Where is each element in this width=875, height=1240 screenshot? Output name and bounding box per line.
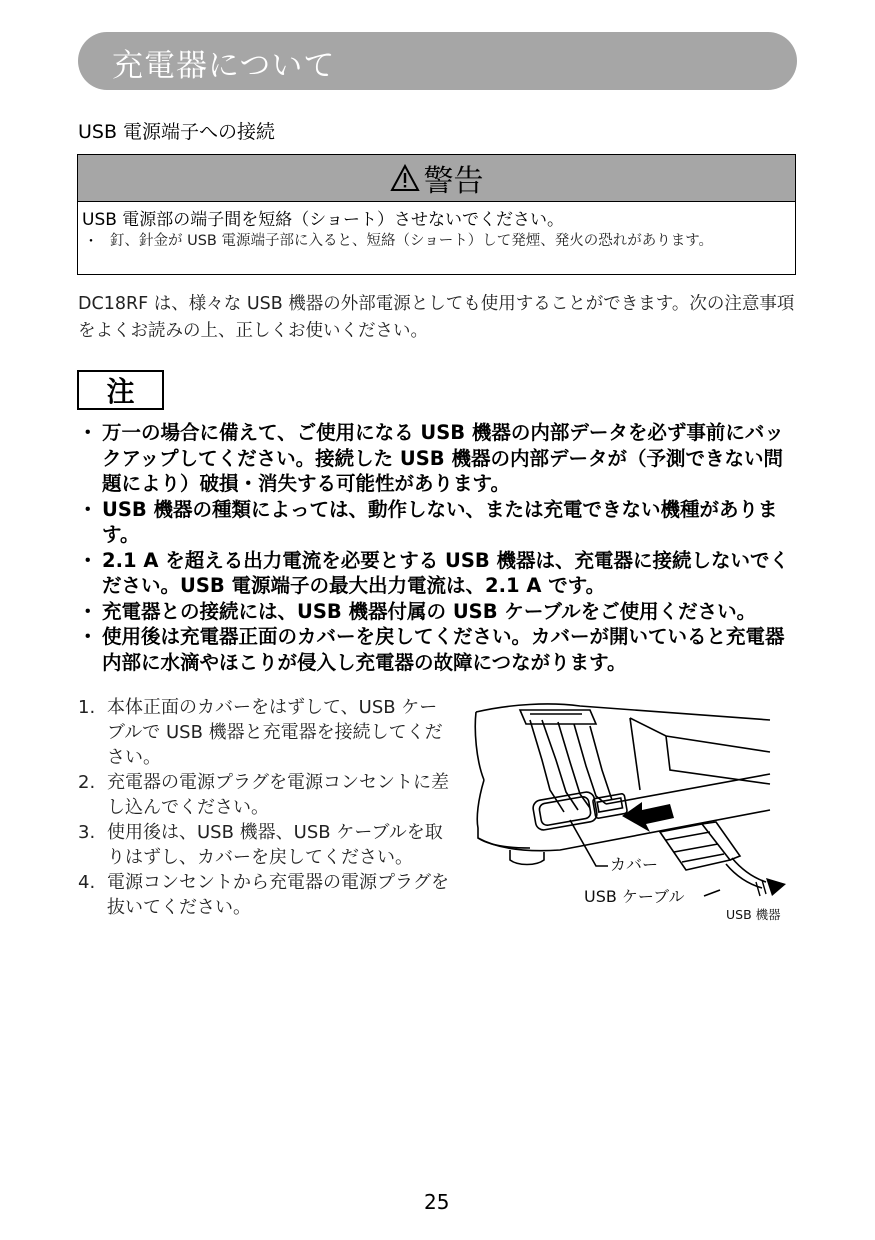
note-text: 万一の場合に備えて、ご使用になる USB 機器の内部データを必ず事前にバックアップしてください。接続した USB 機器の内部データが（予測できない問題により）破損・消失する可能性があります。	[102, 421, 784, 495]
warning-bullet: ・	[84, 234, 98, 250]
device-callout: USB 機器	[726, 907, 781, 922]
note-text: 2.1 A を超える出力電流を必要とする USB 機器は、充電器に接続しないでください。USB 電源端子の最大出力電流は、2.1 A です。	[102, 548, 790, 597]
warning-header	[78, 155, 795, 202]
page-title: 充電器について	[112, 48, 336, 84]
step-item	[78, 695, 454, 770]
step-item	[78, 770, 454, 820]
step-number: 3.	[78, 822, 96, 843]
cable-callout: USB ケーブル	[584, 887, 685, 906]
step-number: 4.	[78, 872, 96, 893]
warning-detail-text: 釘、針金が USB 電源端子部に入ると、短絡（ショート）して発煙、発火の恐れがあります。	[110, 233, 714, 249]
step-item	[78, 870, 454, 920]
intro-paragraph: DC18RF は、様々な USB 機器の外部電源としても使用することができます。次の注意事項をよくお読みの上、正しくお使いください。	[78, 294, 795, 341]
bullet: ・	[78, 548, 98, 572]
note-text: USB 機器の種類によっては、動作しない、または充電できない機種があります。	[102, 497, 778, 546]
charger-usb-illustration	[470, 700, 790, 934]
warning-triangle-icon	[390, 164, 420, 192]
list-item	[74, 548, 799, 599]
step-text: 本体正面のカバーをはずして、USB ケーブルで USB 機器と充電器を接続してください。	[107, 697, 443, 768]
cover-callout: カバー	[610, 855, 659, 874]
bullet: ・	[78, 625, 98, 648]
section-heading: USB 電源端子への接続	[78, 121, 276, 143]
step-text: 使用後は、USB 機器、USB ケーブルを取りはずし、カバーを戻してください。	[107, 822, 443, 868]
warning-title: 警告	[423, 164, 484, 199]
list-item	[74, 497, 799, 548]
note-list	[74, 420, 799, 675]
step-number: 1.	[78, 697, 96, 718]
step-text: 電源コンセントから充電器の電源プラグを抜いてください。	[107, 872, 449, 918]
note-text: 充電器との接続には、USB 機器付属の USB ケーブルをご使用ください。	[102, 599, 757, 623]
title-banner	[78, 32, 797, 90]
list-item	[74, 624, 799, 675]
bullet: ・	[78, 599, 98, 623]
page-number: 25	[424, 1190, 450, 1214]
step-list	[78, 695, 454, 920]
bullet: ・	[78, 421, 98, 444]
bullet: ・	[78, 497, 98, 521]
step-number: 2.	[78, 772, 96, 793]
step-item	[78, 820, 454, 870]
warning-box	[77, 154, 796, 275]
step-text: 充電器の電源プラグを電源コンセントに差し込んでください。	[107, 772, 449, 818]
warning-main-text: USB 電源部の端子間を短絡（ショート）させないでください。	[82, 210, 564, 230]
note-text: 使用後は充電器正面のカバーを戻してください。カバーが開いていると充電器内部に水滴やほこりが侵入し充電器の故障につながります。	[102, 625, 785, 674]
note-label-box	[77, 370, 164, 410]
list-item	[74, 420, 799, 497]
list-item	[74, 599, 799, 625]
note-label: 注	[106, 375, 135, 408]
